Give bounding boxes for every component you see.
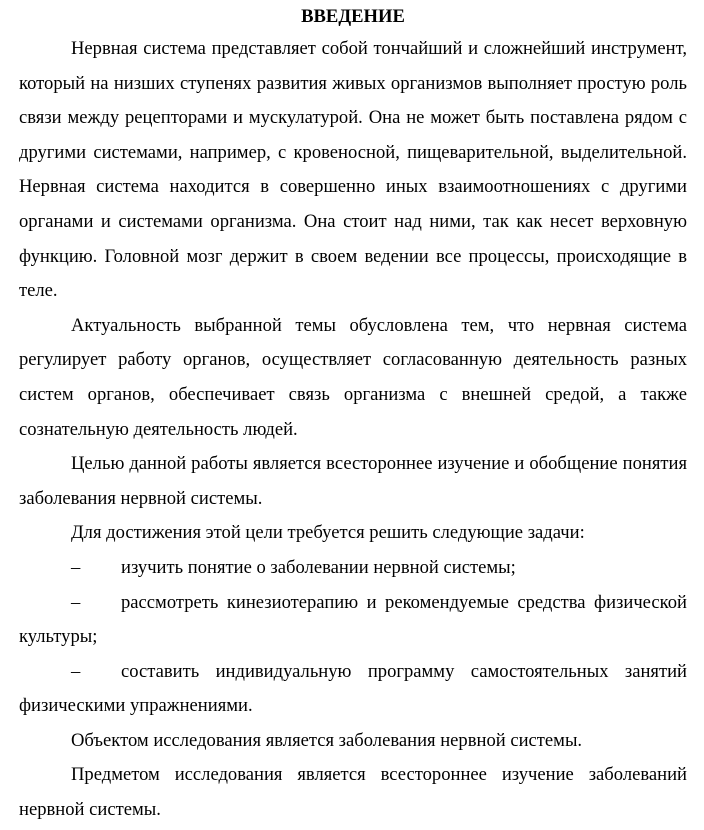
task-text: рассмотреть кинезиотерапию и рекомендуемые средства физической культуры;: [19, 591, 687, 648]
paragraph-object: Объектом исследования является заболевания нервной системы.: [71, 729, 583, 751]
list-dash: –: [71, 556, 81, 578]
task-list-item: [19, 586, 687, 655]
task-text: составить индивидуальную программу самостоятельных занятий физическими упражнениями.: [19, 660, 687, 717]
paragraph-tasks-intro: Для достижения этой цели требуется решить следующие задачи:: [71, 522, 585, 544]
paragraph-goal: Целью данной работы является всестороннее изучение и обобщение понятия заболевания нервной системы.: [19, 453, 687, 509]
list-dash: –: [71, 660, 81, 682]
task-list-item: [19, 551, 687, 586]
task-list-item: [19, 655, 687, 724]
document-title: ВВЕДЕНИЕ: [301, 6, 405, 27]
list-dash: –: [71, 591, 81, 613]
task-text: изучить понятие о заболевании нервной системы;: [121, 556, 516, 578]
paragraph-subject: Предметом исследования является всестороннее изучение заболеваний нервной системы.: [19, 764, 687, 821]
paragraph-intro: Нервная система представляет собой тончайший и сложнейший инструмент, который на низших ступенях развития живых организмов выполняет простую роль связи между рецепторами и мускулатурой. Она не может быть поставлена рядом с другими системами, например, с кровеносной, пищеварительной, выделительной. Нервная система находится в совершенно иных взаимоотношениях с другими органами и системами организма. Она стоит над ними, так как несет верховную функцию. Головной мозг держит в своем ведении все процессы, происходящие в теле.: [19, 38, 687, 302]
paragraph-relevance: Актуальность выбранной темы обусловлена тем, что нервная система регулирует работу органов, осуществляет согласованную деятельность разных систем органов, обеспечивает связь организма с внешней средой, а также сознательную деятельность людей.: [19, 314, 687, 440]
